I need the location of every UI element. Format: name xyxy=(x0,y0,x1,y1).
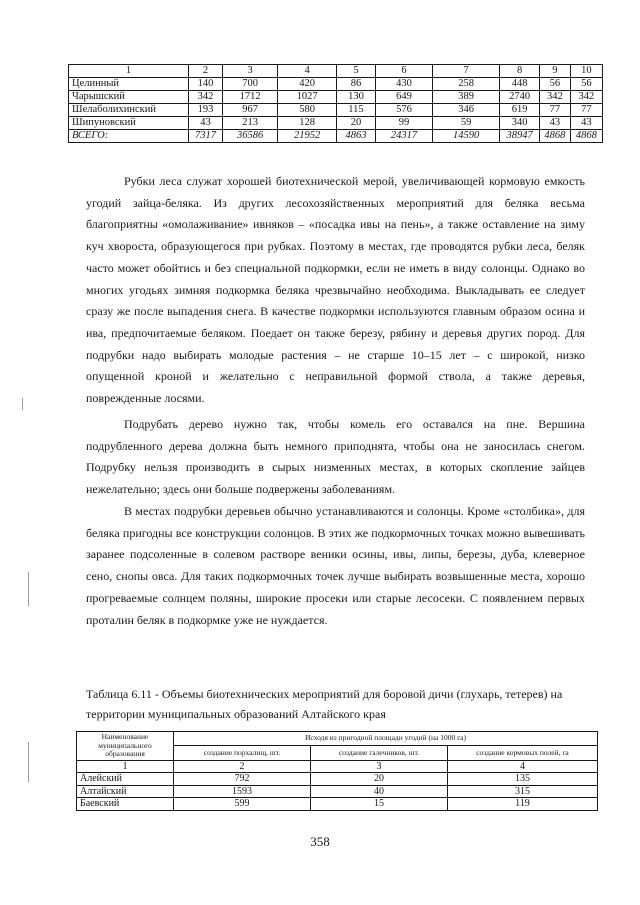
table-total-cell: 4863 xyxy=(336,130,375,143)
table-cell: 130 xyxy=(336,91,375,104)
table-cell: 342 xyxy=(540,91,571,104)
table-row xyxy=(77,785,598,798)
table-header-cell: 8 xyxy=(500,65,540,78)
table-header-cell: 9 xyxy=(540,65,571,78)
table-cell: 342 xyxy=(189,91,223,104)
table-total-cell: 4868 xyxy=(540,130,571,143)
bottom-data-table xyxy=(76,731,598,811)
table-cell: 1712 xyxy=(223,91,278,104)
table-cell: 1 xyxy=(77,760,174,773)
table-cell: 213 xyxy=(223,117,278,130)
table-cell: 1027 xyxy=(278,91,337,104)
table-cell: 115 xyxy=(336,104,375,117)
table-header-row xyxy=(77,732,598,746)
table-cell: 2740 xyxy=(500,91,540,104)
table-cell: 649 xyxy=(376,91,433,104)
table-header-cell: 3 xyxy=(223,65,278,78)
table-cell: 43 xyxy=(189,117,223,130)
table-cell: Шипуновский xyxy=(69,117,189,130)
table-header-cell: 6 xyxy=(376,65,433,78)
table-header-cell: 2 xyxy=(189,65,223,78)
table-cell: 420 xyxy=(278,78,337,91)
table-cell: 700 xyxy=(223,78,278,91)
table-row xyxy=(69,91,603,104)
table-cell: 340 xyxy=(500,117,540,130)
table-header-cell: создание галечников, шт. xyxy=(311,746,448,760)
table-cell: 448 xyxy=(500,78,540,91)
table-cell: 599 xyxy=(174,798,311,811)
body-paragraph: В местах подрубки деревьев обычно устанавливаются и солонцы. Кроме «столбика», для беляка пригодны все конструкции солонцов. В этих же подкормочных точках можно вывешивать заранее подсоленные в солевом растворе веники осины, ивы, липы, березы, дуба, клеверное сено, снопы овса. Для таких подкормочных точек лучше выбирать возвышенные места, хорошо прогреваемые солнцем поляны, широкие просеки или старые лесосеки. С появлением первых проталин беляк в подкормке уже не нуждается. xyxy=(86,504,585,627)
table-header-cell: Наименование муниципального образования xyxy=(77,732,174,761)
table-cell: 56 xyxy=(570,78,602,91)
table-header-cell: 4 xyxy=(278,65,337,78)
table-cell: 56 xyxy=(540,78,571,91)
table-cell: 140 xyxy=(189,78,223,91)
table-total-cell: 36586 xyxy=(223,130,278,143)
table-cell: Алейский xyxy=(77,773,174,786)
scan-mark xyxy=(28,742,29,782)
table-cell: 43 xyxy=(540,117,571,130)
table-cell: 43 xyxy=(570,117,602,130)
table-row xyxy=(77,773,598,786)
table-group-header: Исходя из пригодной площади угодий (на 1000 га) xyxy=(174,732,598,746)
table-header-cell: 5 xyxy=(336,65,375,78)
table-total-cell: 21952 xyxy=(278,130,337,143)
table-cell: 128 xyxy=(278,117,337,130)
table-cell: Целинный xyxy=(69,78,189,91)
table-cell: 40 xyxy=(311,785,448,798)
table-header-cell: создание порхалищ, шт. xyxy=(174,746,311,760)
page-number: 358 xyxy=(310,834,330,849)
table-cell: Баевский xyxy=(77,798,174,811)
table-total-cell: 24317 xyxy=(376,130,433,143)
table-number-row xyxy=(77,760,598,773)
table-cell: 576 xyxy=(376,104,433,117)
table-caption: Таблица 6.11 - Объемы биотехнических мероприятий для боровой дичи (глухарь, тетерев) на территории муниципальных образований Алтайского края xyxy=(86,687,563,721)
table-cell: 4 xyxy=(448,760,598,773)
table-cell: 193 xyxy=(189,104,223,117)
table-cell: 346 xyxy=(433,104,500,117)
table-cell: 258 xyxy=(433,78,500,91)
table-cell: 59 xyxy=(433,117,500,130)
table-header-cell: 10 xyxy=(570,65,602,78)
table-cell: 86 xyxy=(336,78,375,91)
table-cell: 430 xyxy=(376,78,433,91)
table-cell: 20 xyxy=(311,773,448,786)
table-cell: 15 xyxy=(311,798,448,811)
table-header-cell: 1 xyxy=(69,65,189,78)
table-cell: 20 xyxy=(336,117,375,130)
table-cell: Чарышский xyxy=(69,91,189,104)
table-cell: 315 xyxy=(448,785,598,798)
table-row xyxy=(69,104,603,117)
table-cell: 619 xyxy=(500,104,540,117)
table-row xyxy=(69,78,603,91)
body-paragraph: Рубки леса служат хорошей биотехнической мерой, увеличивающей кормовую емкость угодий зайца-беляка. Из других лесохозяйственных мероприятий для беляка весьма благоприятны «омолаживание» ивняков – «посадка ивы на пень», а также оставление на зиму куч хвороста, образующегося при рубках. Поэтому в местах, где проводятся рубки леса, беляк часто может обойтись и без специальной подкормки, если не иметь в виду солонцы. Однако во многих угодьях зимняя подкормка беляка чрезвычайно необходима. Выкладывать ее следует сразу же после выпадения снега. В качестве подкормки используются главным образом осина и ива, предпочитаемые беляком. Поедает он также березу, рябину и деревья других пород. Для подрубки надо выбирать молодые растения – не старше 10–15 лет – с широкой, низко опущенной кроной и желательно с неправильной формой ствола, а также деревья, поврежденные лосями. xyxy=(86,174,585,406)
table-cell: Алтайский xyxy=(77,785,174,798)
table-cell: 389 xyxy=(433,91,500,104)
top-data-table xyxy=(68,64,603,143)
table-cell: 792 xyxy=(174,773,311,786)
table-cell: 3 xyxy=(311,760,448,773)
table-header-row xyxy=(69,65,603,78)
table-total-cell: 7317 xyxy=(189,130,223,143)
table-cell: 99 xyxy=(376,117,433,130)
table-cell: 119 xyxy=(448,798,598,811)
table-cell: 77 xyxy=(570,104,602,117)
table-total-cell: ВСЕГО: xyxy=(69,130,189,143)
scan-mark xyxy=(28,572,29,606)
table-cell: 1593 xyxy=(174,785,311,798)
table-total-row xyxy=(69,130,603,143)
body-paragraph: Подрубать дерево нужно так, чтобы комель его оставался на пне. Вершина подрубленного дерева должна быть немного приподнята, чтобы она не заносилась снегом. Подрубку нельзя производить в сырых низменных местах, в которых скопление зайцев нежелательно; здесь они больше подвержены заболеваниям. xyxy=(86,417,585,497)
table-header-cell: создание кормовых полей, га xyxy=(448,746,598,760)
table-total-cell: 14590 xyxy=(433,130,500,143)
table-cell: 342 xyxy=(570,91,602,104)
table-cell: 580 xyxy=(278,104,337,117)
scan-mark xyxy=(22,398,23,410)
table-total-cell: 4868 xyxy=(570,130,602,143)
table-cell: 2 xyxy=(174,760,311,773)
table-row xyxy=(69,117,603,130)
table-cell: Шелаболихинский xyxy=(69,104,189,117)
table-cell: 967 xyxy=(223,104,278,117)
table-cell: 77 xyxy=(540,104,571,117)
table-header-cell: 7 xyxy=(433,65,500,78)
table-row xyxy=(77,798,598,811)
table-total-cell: 38947 xyxy=(500,130,540,143)
table-cell: 135 xyxy=(448,773,598,786)
